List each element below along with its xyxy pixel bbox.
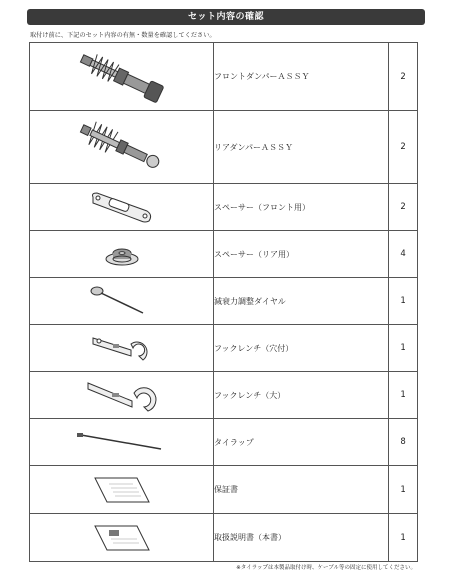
item-qty: 1 [389, 514, 418, 562]
table-row [30, 466, 418, 514]
item-qty: 2 [389, 184, 418, 231]
front-spacer-icon [87, 189, 157, 225]
footnote: ※タイラップは本製品取付け時、ケーブル等の固定に使用してください。 [236, 565, 416, 571]
item-qty: 2 [389, 111, 418, 184]
item-image-cell [30, 466, 214, 514]
hook-wrench-large-icon [82, 377, 162, 413]
manual-icon [87, 520, 157, 556]
damping-dial-icon [87, 283, 157, 319]
item-image-cell [30, 419, 214, 466]
rear-damper-icon [72, 119, 172, 175]
item-image-cell [30, 278, 214, 325]
item-name: タイラップ [214, 419, 389, 466]
item-image-cell [30, 514, 214, 562]
item-qty: 1 [389, 466, 418, 514]
front-damper-icon [72, 49, 172, 105]
item-qty: 1 [389, 278, 418, 325]
table-row [30, 184, 418, 231]
cable-tie-icon [77, 427, 167, 457]
table-row [30, 514, 418, 562]
item-name: フックレンチ（大） [214, 372, 389, 419]
item-image-cell [30, 43, 214, 111]
rear-spacer-icon [102, 239, 142, 269]
table-row [30, 231, 418, 278]
item-image-cell [30, 111, 214, 184]
table-row [30, 43, 418, 111]
item-name: スペーサー（リア用） [214, 231, 389, 278]
item-qty: 1 [389, 325, 418, 372]
table-row [30, 278, 418, 325]
table-row [30, 111, 418, 184]
table-row [30, 419, 418, 466]
hook-wrench-hole-icon [87, 330, 157, 366]
item-image-cell [30, 372, 214, 419]
item-image-cell [30, 184, 214, 231]
table-row [30, 372, 418, 419]
item-image-cell [30, 325, 214, 372]
item-image-cell [30, 231, 214, 278]
item-name: 減衰力調整ダイヤル [214, 278, 389, 325]
intro-text: 取付け前に、下記のセット内容の有無・数量を確認してください。 [30, 32, 216, 39]
warranty-card-icon [87, 472, 157, 508]
item-name: スペーサー（フロント用） [214, 184, 389, 231]
item-name: フックレンチ（穴付） [214, 325, 389, 372]
item-name: フロントダンパーＡＳＳＹ [214, 43, 389, 111]
item-name: リアダンパーＡＳＳＹ [214, 111, 389, 184]
set-contents-table [29, 42, 418, 562]
item-qty: 1 [389, 372, 418, 419]
section-title: セット内容の確認 [27, 9, 425, 25]
table-row [30, 325, 418, 372]
item-name: 保証書 [214, 466, 389, 514]
item-qty: 8 [389, 419, 418, 466]
item-qty: 2 [389, 43, 418, 111]
item-qty: 4 [389, 231, 418, 278]
item-name: 取扱説明書（本書） [214, 514, 389, 562]
